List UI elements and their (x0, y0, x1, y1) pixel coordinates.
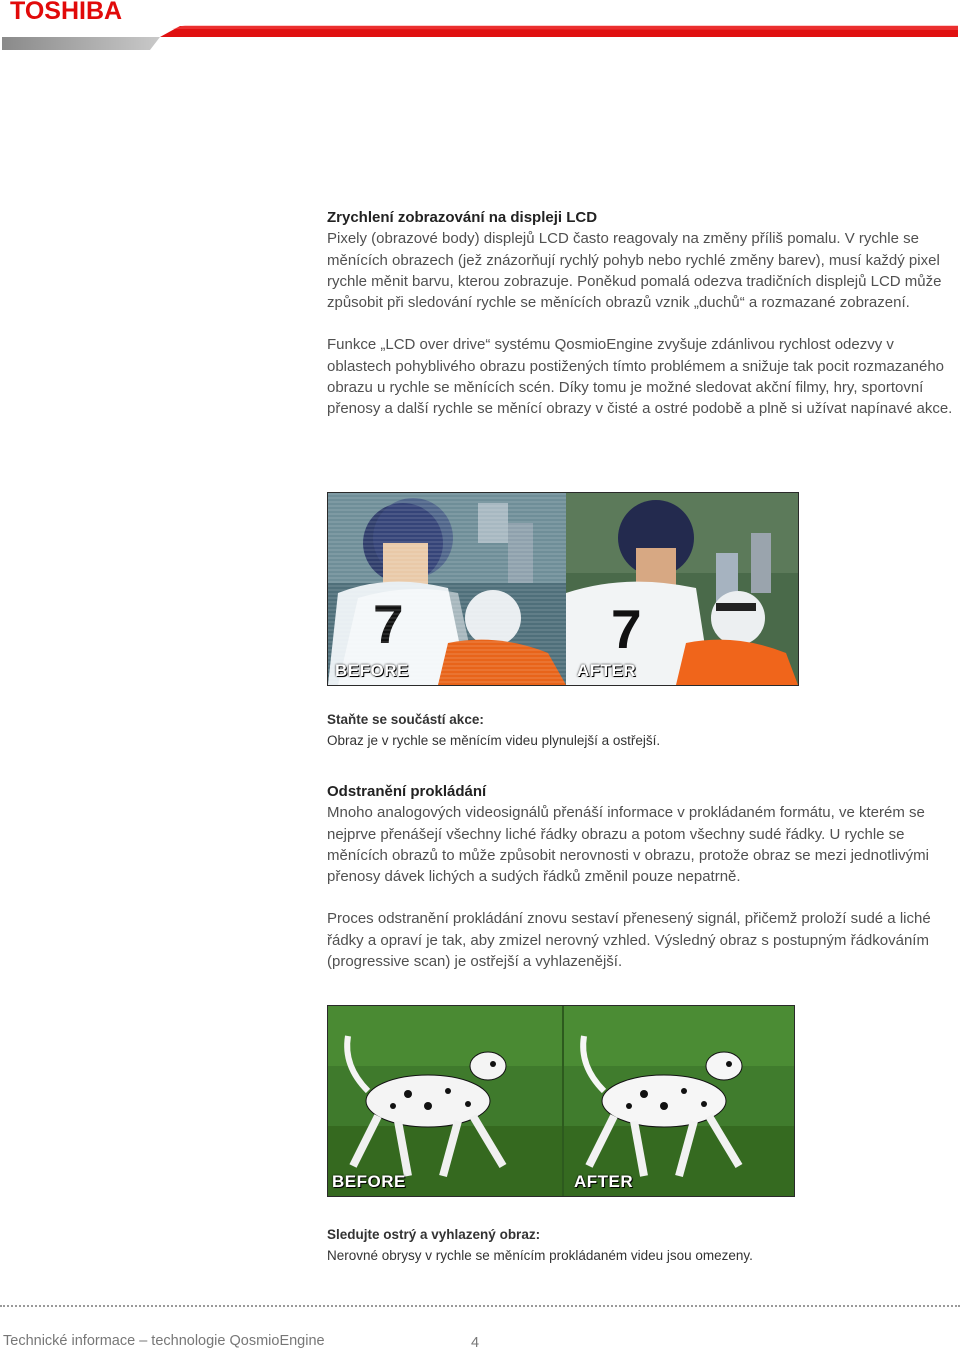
before-image (328, 1006, 562, 1196)
before-label: BEFORE (335, 661, 409, 680)
caption-title: Staňte se součástí akce: (327, 712, 484, 727)
section-heading: Zrychlení zobrazování na displeji LCD (327, 209, 598, 226)
paragraph: Funkce „LCD over drive“ systému QosmioEngine zvyšuje zdánlivou rychlost odezvy v oblastech pohyblivého obrazu postižených tímto problémem a snižuje tak pocit rozmazaného obrazu u rychle se měnících scén. Díky tomu je možné sledovat akční filmy, hry, sportovní přenosy a další rychle se měnící obrazy v čisté a ostré podobě a plně si užívat napínavé akce. (327, 336, 953, 418)
section-lcd-speed (327, 207, 957, 420)
paragraph: Mnoho analogových videosignálů přenáší informace v prokládaném formátu, ve kterém se nejprve přenášejí všechny liché řádky obrazu a potom všechny sudé řádky. U rychle se měnících obrazů to může způsobit nerovnosti v obrazu, protože obraz se mezi jednotlivými přenosy dávek lichých a sudých řádků změnil pouze nepatrně. (327, 804, 929, 886)
toshiba-logo: TOSHIBA (10, 0, 123, 25)
footer-title: Technické informace – technologie QosmioEngine (3, 1333, 325, 1349)
after-label: AFTER (574, 1172, 634, 1191)
paragraph: Proces odstranění prokládání znovu sestaví přenesený signál, přičemž proloží sudé a liché řádky a opraví je tak, aby zmizel nerovný vzhled. Výsledný obraz s postupným řádkováním (progressive scan) je ostřejší a vyhlazenější. (327, 910, 931, 971)
section-deinterlacing (327, 781, 957, 972)
header-stripe (0, 20, 960, 54)
after-image (562, 1006, 795, 1196)
section-heading: Odstranění prokládání (327, 783, 487, 800)
before-after-football-image (327, 492, 799, 686)
before-label: BEFORE (332, 1172, 406, 1191)
page-number: 4 (471, 1335, 480, 1351)
before-after-dalmatian-image (327, 1005, 795, 1197)
caption-body: Obraz je v rychle se měnícím videu plynulejší a ostřejší. (327, 733, 661, 748)
image2-caption (327, 1224, 957, 1266)
image1-caption (327, 709, 957, 751)
paragraph: Pixely (obrazové body) displejů LCD často reagovaly na změny příliš pomalu. V rychle se měnících obrazech (jež znázorňují rychlý pohyb nebo rychlé změny barev), musí každý pixel rychle měnit barvu, kterou zobrazuje. Poněkud pomalá odezva tradičních displejů LCD může způsobit při sledování rychle se měnících obrazů vznik „duchů“ a rozmazané zobrazení. (327, 230, 942, 312)
after-image (566, 493, 798, 685)
caption-body: Nerovné obrysy v rychle se měnícím prokládaném videu jsou omezeny. (327, 1248, 753, 1263)
after-label: AFTER (577, 661, 637, 680)
svg-text:7: 7 (611, 598, 642, 660)
before-image (328, 493, 566, 685)
footer-divider (0, 1305, 960, 1307)
caption-title: Sledujte ostrý a vyhlazený obraz: (327, 1227, 541, 1242)
